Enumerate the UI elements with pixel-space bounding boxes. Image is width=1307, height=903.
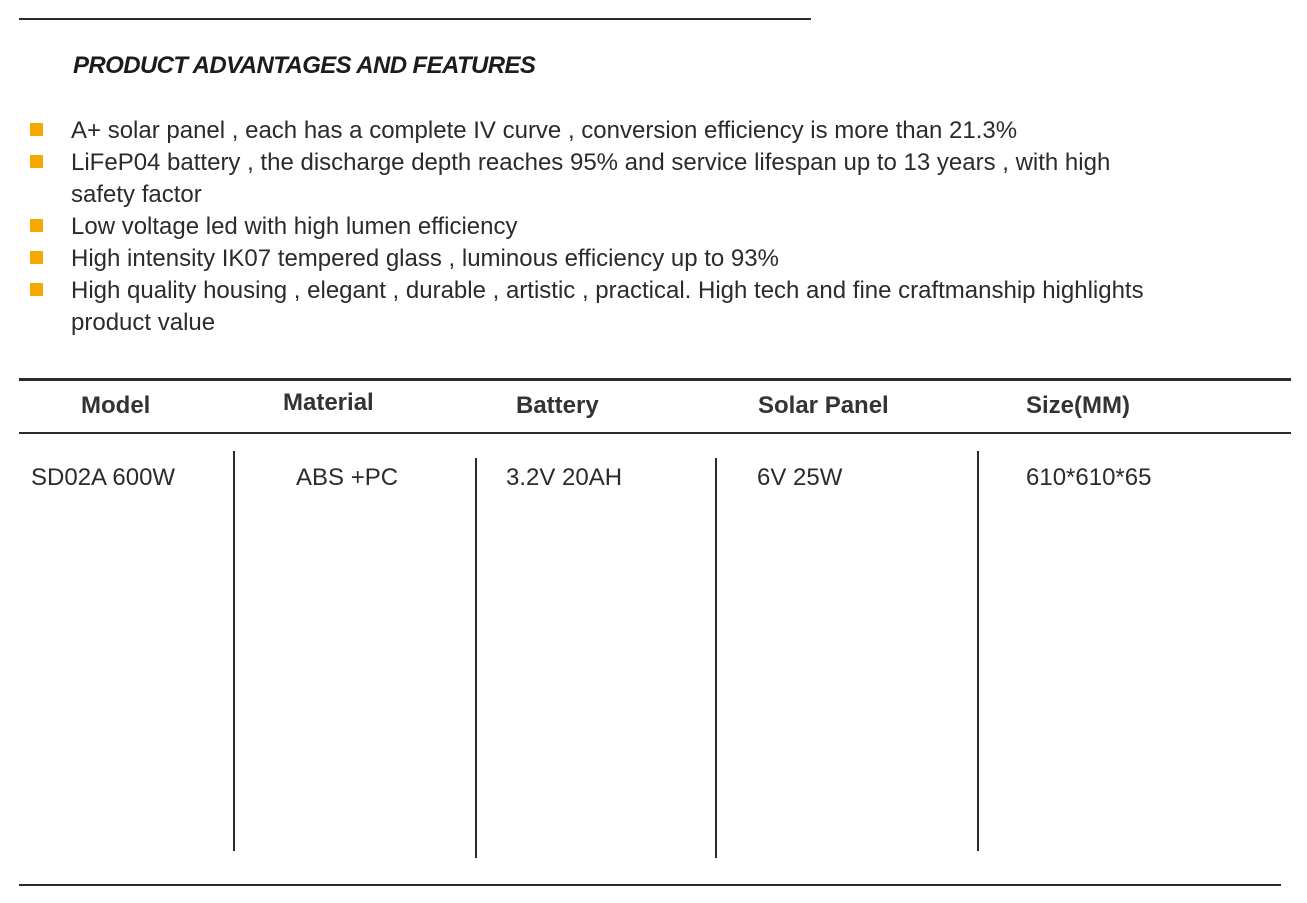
top-divider <box>19 18 811 20</box>
header-solar-panel: Solar Panel <box>758 392 889 419</box>
feature-item <box>30 275 1260 339</box>
header-battery: Battery <box>516 392 599 419</box>
header-material: Material <box>283 389 374 416</box>
feature-text: High intensity IK07 tempered glass , luminous efficiency up to 93% <box>71 245 779 272</box>
bullet-square-icon <box>30 283 43 296</box>
bullet-square-icon <box>30 155 43 168</box>
cell-model: SD02A 600W <box>31 464 176 491</box>
feature-text: A+ solar panel , each has a complete IV curve , conversion efficiency is more than 21.3% <box>71 117 1018 144</box>
cell-battery: 3.2V 20AH <box>506 464 623 491</box>
feature-text: Low voltage led with high lumen efficiency <box>71 213 518 240</box>
table-header-border <box>19 432 1291 434</box>
column-divider <box>233 451 235 851</box>
feature-text: LiFeP04 battery , the discharge depth reaches 95% and service lifespan up to 13 years , with high safety factor <box>71 149 1111 208</box>
cell-material: ABS +PC <box>296 464 399 491</box>
table-bottom-border <box>19 884 1281 886</box>
cell-solar-panel: 6V 25W <box>757 464 843 491</box>
feature-item <box>30 211 1260 243</box>
feature-item <box>30 115 1260 147</box>
column-divider <box>977 451 979 851</box>
bullet-square-icon <box>30 123 43 136</box>
feature-list <box>30 115 1260 339</box>
column-divider <box>715 458 717 858</box>
header-model: Model <box>81 392 151 419</box>
header-size: Size(MM) <box>1026 392 1130 419</box>
table-top-border <box>19 378 1291 381</box>
bullet-square-icon <box>30 219 43 232</box>
bullet-square-icon <box>30 251 43 264</box>
cell-size: 610*610*65 <box>1026 464 1152 491</box>
section-title: PRODUCT ADVANTAGES AND FEATURES <box>73 52 536 79</box>
column-divider <box>475 458 477 858</box>
feature-item <box>30 147 1260 211</box>
feature-text: High quality housing , elegant , durable , artistic , practical. High tech and fine craftmanship highlights product value <box>71 277 1144 336</box>
feature-item <box>30 243 1260 275</box>
